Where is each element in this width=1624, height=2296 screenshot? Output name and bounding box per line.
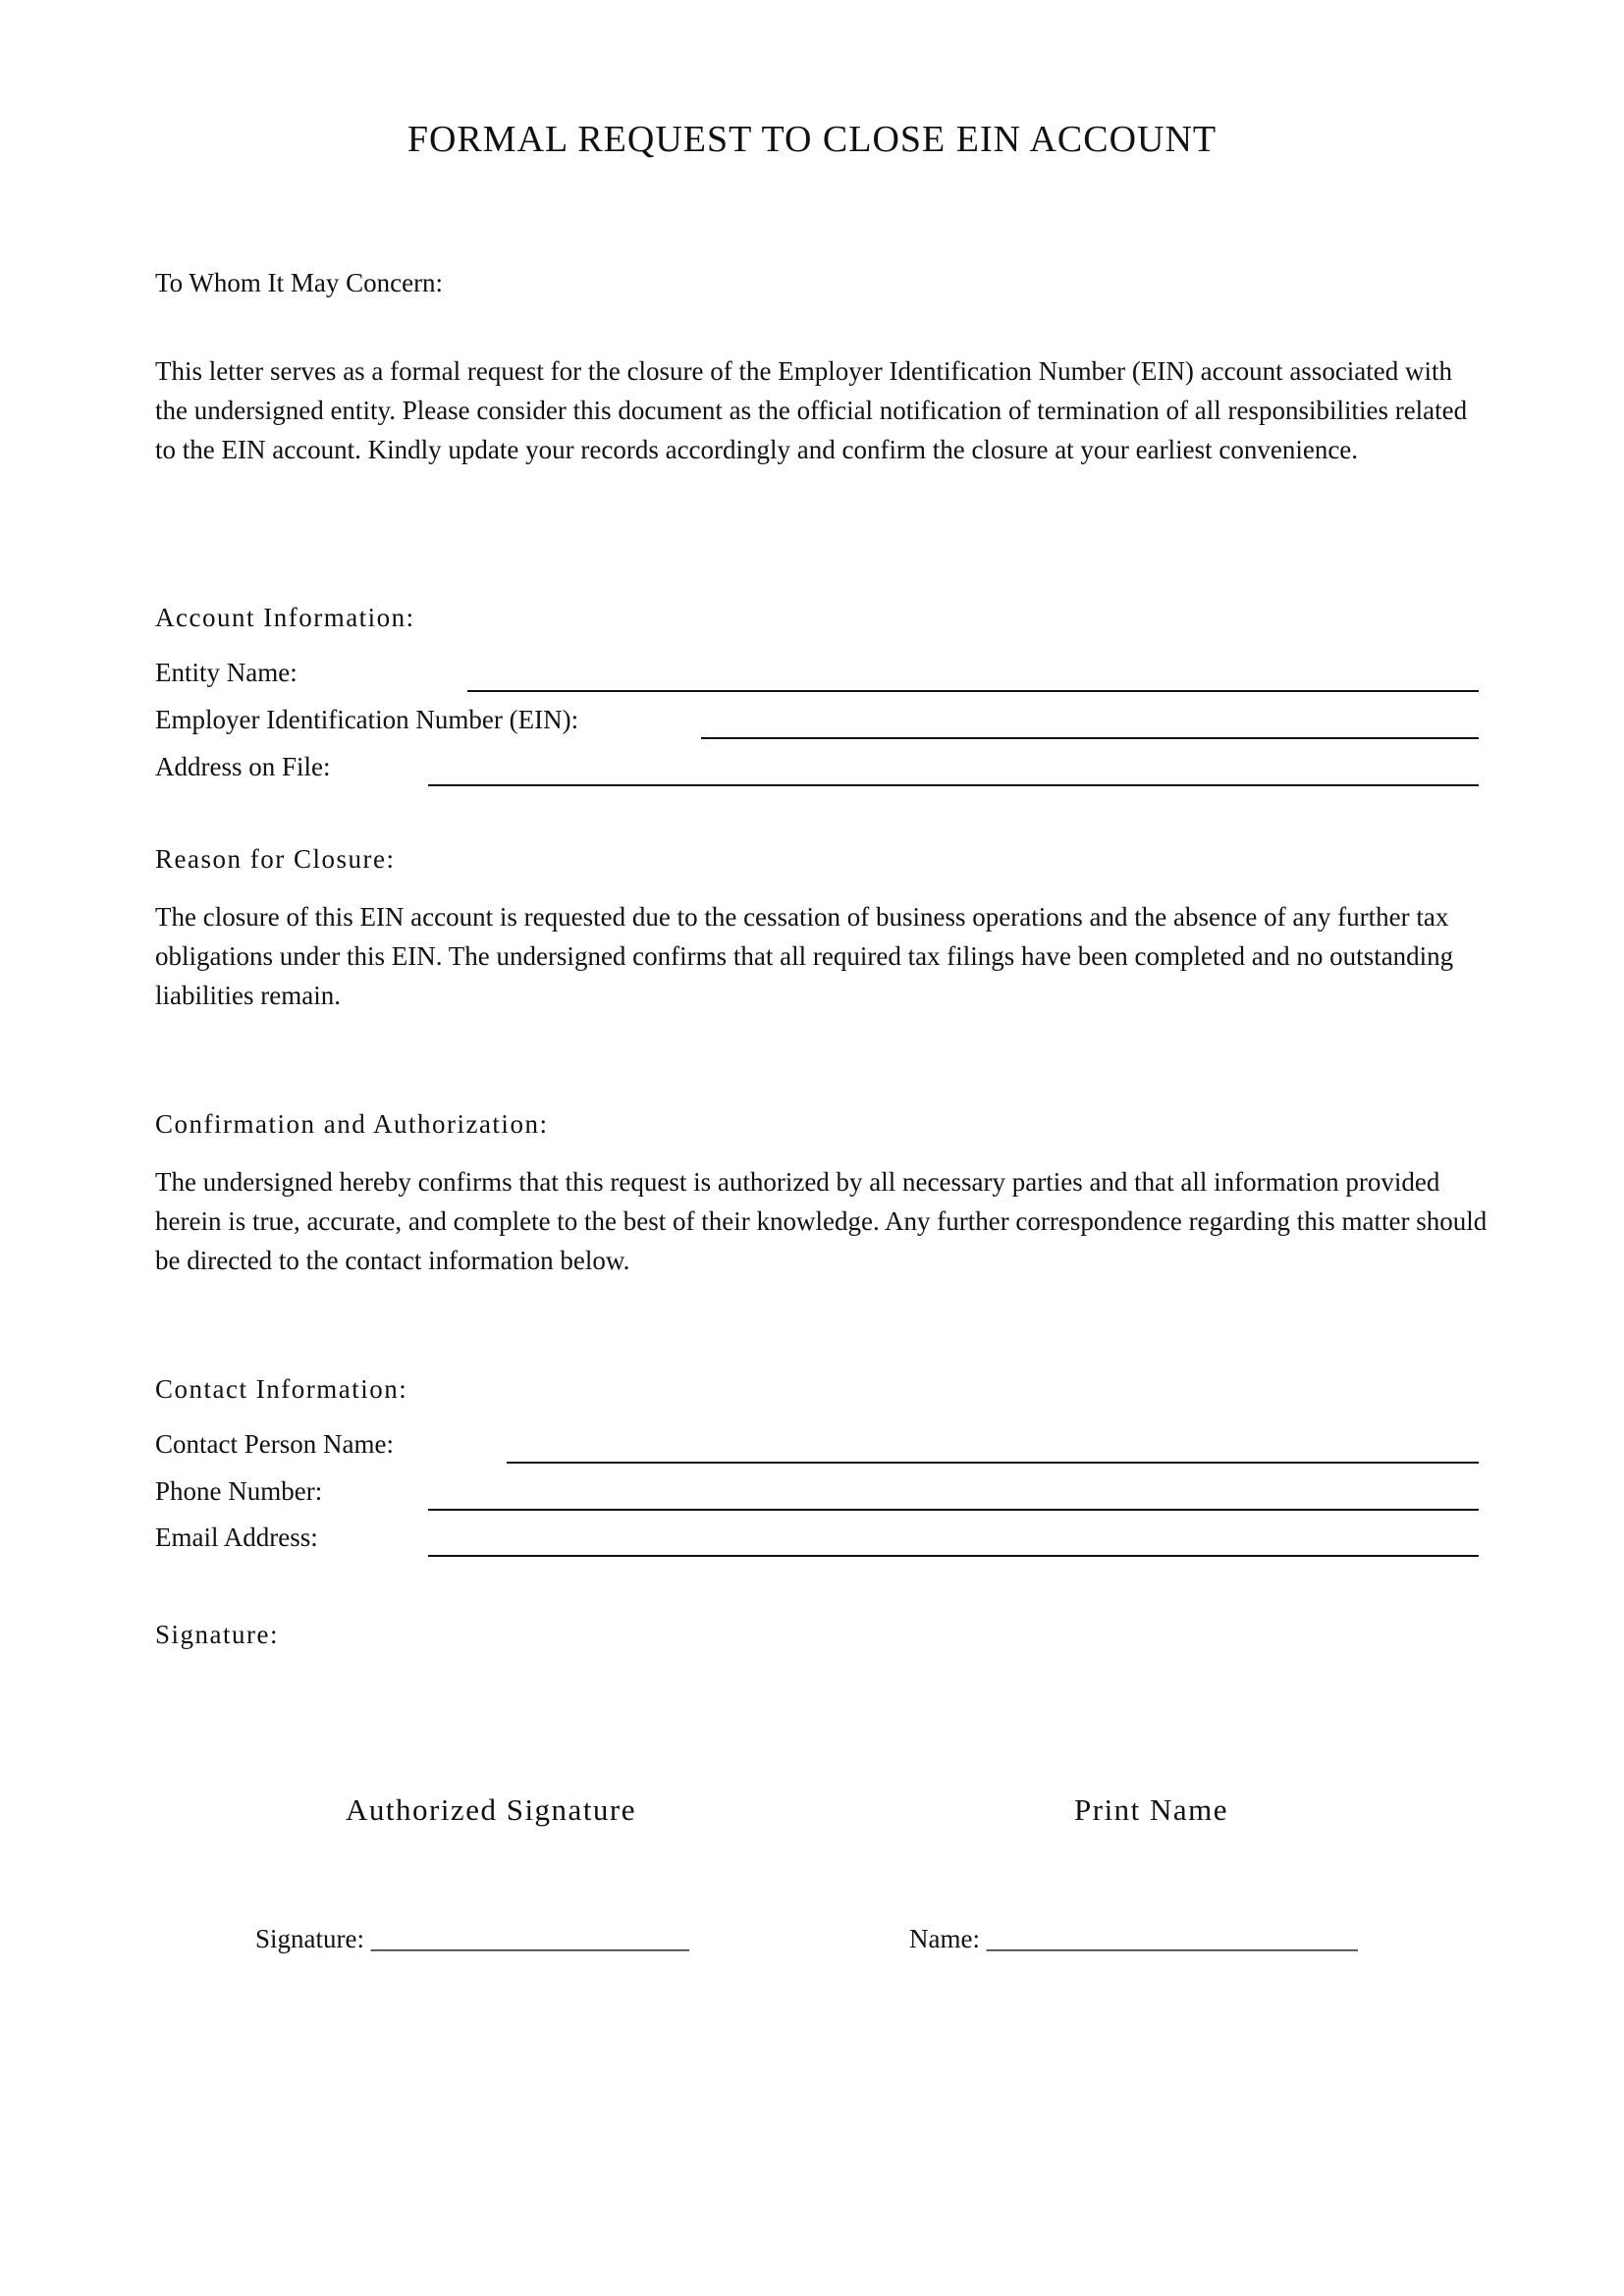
reason-for-closure-heading: Reason for Closure: — [155, 844, 396, 874]
authorized-signature-caption: Authorized Signature — [346, 1792, 637, 1827]
address-on-file-field[interactable] — [428, 784, 1479, 786]
signature-heading: Signature: — [155, 1620, 279, 1649]
salutation: To Whom It May Concern: — [155, 268, 444, 297]
print-name-caption: Print Name — [1074, 1792, 1229, 1827]
document-title: FORMAL REQUEST TO CLOSE EIN ACCOUNT — [406, 119, 1218, 160]
signature-line[interactable]: Signature: ________________________ — [255, 1924, 689, 1953]
confirmation-paragraph: The undersigned hereby confirms that this request is authorized by all necessary parties and that all information provided herein is true, accurate, and complete to the best of their knowledge. Any further correspondence regarding this matter should be directed to the contact information below. — [155, 1167, 1488, 1275]
name-line[interactable]: Name: ____________________________ — [909, 1924, 1358, 1953]
contact-person-name-label: Contact Person Name: — [155, 1429, 394, 1459]
entity-name-field[interactable] — [467, 690, 1479, 692]
address-on-file-label: Address on File: — [155, 752, 331, 781]
email-address-field[interactable] — [428, 1555, 1479, 1557]
confirmation-heading: Confirmation and Authorization: — [155, 1109, 549, 1139]
account-information-heading: Account Information: — [155, 603, 415, 632]
contact-person-name-field[interactable] — [507, 1462, 1479, 1464]
email-address-label: Email Address: — [155, 1522, 318, 1552]
ein-label: Employer Identification Number (EIN): — [155, 705, 579, 734]
phone-number-label: Phone Number: — [155, 1476, 323, 1506]
intro-paragraph: This letter serves as a formal request for the closure of the Employer Identification Number (EIN) account associated with the undersigned entity. Please consider this document as the official notification of termination of all responsibilities related to the EIN account. Kindly update your records accordingly and confirm the closure at your earliest convenience. — [155, 356, 1468, 464]
ein-field[interactable] — [701, 737, 1479, 739]
phone-number-field[interactable] — [428, 1509, 1479, 1511]
contact-information-heading: Contact Information: — [155, 1374, 408, 1404]
entity-name-label: Entity Name: — [155, 658, 298, 687]
reason-paragraph: The closure of this EIN account is requested due to the cessation of business operations and the absence of any further tax obligations under this EIN. The undersigned confirms that all required tax filings have been completed and no outstanding liabilities remain. — [155, 902, 1454, 1010]
